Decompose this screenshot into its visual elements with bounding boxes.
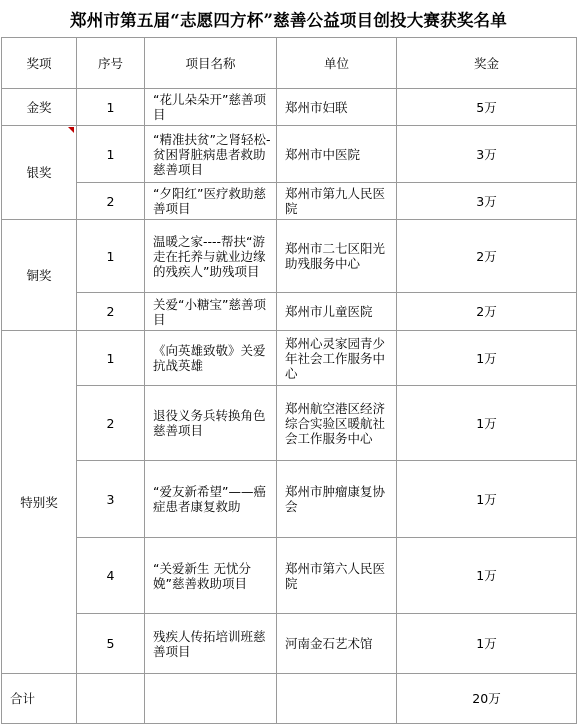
table-row (2, 293, 577, 331)
table-row (2, 461, 577, 538)
column-header-unit: 单位 (277, 38, 397, 89)
unit-name: 郑州市第九人民医院 (277, 183, 397, 220)
row-number: 3 (77, 461, 145, 538)
column-header-award: 奖项 (2, 38, 77, 89)
unit-name: 河南金石艺术馆 (277, 614, 397, 674)
prize-amount: 5万 (397, 89, 577, 126)
prize-amount: 3万 (397, 126, 577, 183)
prize-amount: 1万 (397, 538, 577, 614)
project-name: 《向英雄致敬》关爱抗战英雄 (145, 331, 277, 386)
prize-amount: 1万 (397, 461, 577, 538)
unit-name: 郑州航空港区经济综合实验区暖航社会工作服务中心 (277, 386, 397, 461)
project-name: 关爱“小糖宝”慈善项目 (145, 293, 277, 331)
row-number: 4 (77, 538, 145, 614)
column-header-prize: 奖金 (397, 38, 577, 89)
project-name: “精准扶贫”之肾轻松-贫困肾脏病患者救助慈善项目 (145, 126, 277, 183)
prize-amount: 3万 (397, 183, 577, 220)
row-number: 1 (77, 126, 145, 183)
prize-amount: 2万 (397, 220, 577, 293)
row-number: 1 (77, 89, 145, 126)
unit-name: 郑州市第六人民医院 (277, 538, 397, 614)
header-row (2, 38, 577, 89)
award-level-cell: 银奖 (2, 126, 77, 220)
table-row (2, 386, 577, 461)
prize-amount: 1万 (397, 331, 577, 386)
table-row (2, 89, 577, 126)
table-row (2, 183, 577, 220)
empty-cell (277, 674, 397, 724)
project-name: “夕阳红”医疗救助慈善项目 (145, 183, 277, 220)
unit-name: 郑州心灵家园青少年社会工作服务中心 (277, 331, 397, 386)
award-level-cell: 铜奖 (2, 220, 77, 331)
row-number: 1 (77, 331, 145, 386)
empty-cell (145, 674, 277, 724)
award-level-cell: 特别奖 (2, 331, 77, 674)
unit-name: 郑州市妇联 (277, 89, 397, 126)
row-number: 2 (77, 293, 145, 331)
awards-table (1, 37, 577, 724)
table-row (2, 538, 577, 614)
prize-amount: 1万 (397, 386, 577, 461)
row-number: 2 (77, 386, 145, 461)
unit-name: 郑州市中医院 (277, 126, 397, 183)
page-title: 郑州市第五届“志愿四方杯”慈善公益项目创投大赛获奖名单 (70, 10, 507, 30)
unit-name: 郑州市肿瘤康复协会 (277, 461, 397, 538)
column-header-number: 序号 (77, 38, 145, 89)
empty-cell (77, 674, 145, 724)
table-row (2, 331, 577, 386)
table-row (2, 126, 577, 183)
prize-amount: 2万 (397, 293, 577, 331)
row-number: 5 (77, 614, 145, 674)
project-name: “花儿朵朵开”慈善项目 (145, 89, 277, 126)
cell-comment-marker (68, 127, 74, 133)
project-name: “爱友新希望”——癌症患者康复救助 (145, 461, 277, 538)
project-name: “关爱新生 无忧分娩”慈善救助项目 (145, 538, 277, 614)
unit-name: 郑州市儿童医院 (277, 293, 397, 331)
unit-name: 郑州市二七区阳光助残服务中心 (277, 220, 397, 293)
table-row (2, 614, 577, 674)
table-row (2, 220, 577, 293)
prize-amount: 1万 (397, 614, 577, 674)
row-number: 2 (77, 183, 145, 220)
row-number: 1 (77, 220, 145, 293)
total-prize: 20万 (397, 674, 577, 724)
project-name: 残疾人传拓培训班慈善项目 (145, 614, 277, 674)
project-name: 温暖之家----帮扶“游走在托养与就业边缘的残疾人”助残项目 (145, 220, 277, 293)
total-label: 合计 (2, 674, 77, 724)
project-name: 退役义务兵转换角色慈善项目 (145, 386, 277, 461)
award-level-cell: 金奖 (2, 89, 77, 126)
column-header-project: 项目名称 (145, 38, 277, 89)
total-row (2, 674, 577, 724)
